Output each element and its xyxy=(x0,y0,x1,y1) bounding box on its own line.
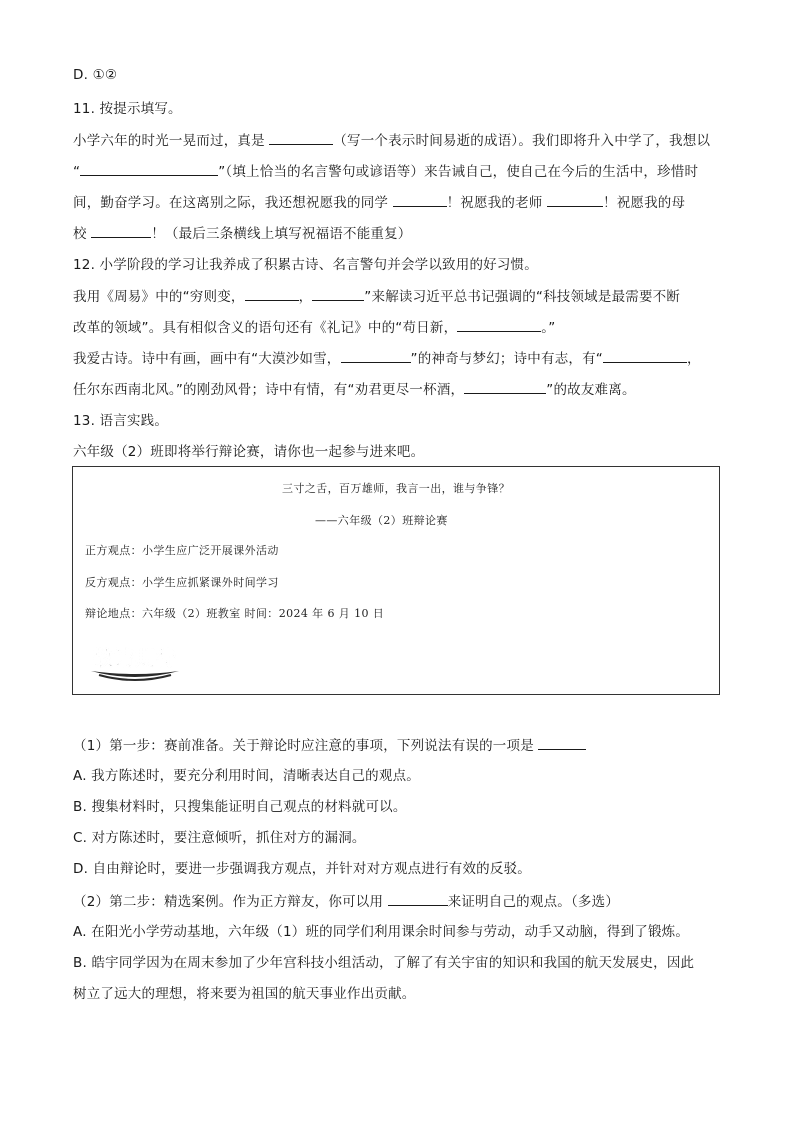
answer-blank[interactable] xyxy=(393,193,447,207)
option-d-prev: D. ①② xyxy=(73,67,118,83)
answer-blank[interactable] xyxy=(547,193,603,207)
debate-poster xyxy=(72,466,720,695)
step2-option-b: B. 皓宇同学因为在周末参加了少年宫科技小组活动，了解了有关宇宙的知识和我国的航天发展史，因此 xyxy=(73,955,695,971)
step2-option-a: A. 在阳光小学劳动基地，六年级（1）班的同学们利用课余时间参与劳动，动手又动脑，得到了锻炼。 xyxy=(73,924,690,940)
q11-line-2: “ ”（填上恰当的名言警句或谚语等）来告诫自己，使自己在今后的生活中，珍惜时 xyxy=(73,164,699,180)
answer-blank[interactable] xyxy=(388,892,448,906)
stamp-text: 敬请期待 xyxy=(93,646,177,670)
answer-blank[interactable] xyxy=(341,349,411,363)
answer-blank[interactable] xyxy=(538,736,586,750)
q13-step2: （2）第二步：精选案例。作为正方辩友，你可以用 来证明自己的观点。（多选） xyxy=(73,894,620,910)
answer-blank[interactable] xyxy=(91,224,151,238)
q11-line-3: 间，勤奋学习。在这离别之际，我还想祝愿我的同学 ！祝愿我的老师 ！祝愿我的母 xyxy=(73,195,686,211)
poster-slogan: 三寸之舌，百万雄师，我言一出，谁与争锋？ xyxy=(282,482,510,495)
q11-line-1: 小学六年的时光一晃而过，真是 （写一个表示时间易逝的成语）。我们即将升入中学了，我想以 xyxy=(73,133,711,149)
q11-line-4: 校 ！（最后三条横线上填写祝福语不能重复） xyxy=(73,226,412,242)
step1-option-d: D. 自由辩论时，要进一步强调我方观点，并针对对方观点进行有效的反驳。 xyxy=(73,861,531,877)
question-11-title: 11. 按提示填写。 xyxy=(73,101,182,117)
q13-intro: 六年级（2）班即将举行辩论赛，请你也一起参与进来吧。 xyxy=(73,444,425,460)
poster-affirmative: 正方观点：小学生应广泛开展课外活动 xyxy=(85,544,279,557)
answer-blank[interactable] xyxy=(269,131,333,145)
poster-subtitle: ——六年级（2）班辩论赛 xyxy=(315,514,448,527)
answer-blank[interactable] xyxy=(457,318,541,332)
q12-line-1: 我用《周易》中的“穷则变， ， ”来解读习近平总书记强调的“科技领域是最需要不断 xyxy=(73,289,681,305)
answer-blank[interactable] xyxy=(80,162,218,176)
answer-blank[interactable] xyxy=(312,287,364,301)
step2-option-b-cont: 树立了远大的理想，将来要为祖国的航天事业作出贡献。 xyxy=(73,986,416,1002)
q12-line-4: 任尔东西南北风。”的刚劲风骨；诗中有情，有“劝君更尽一杯酒， ”的故友难离。 xyxy=(73,382,636,398)
q12-line-3: 我爱古诗。诗中有画，画中有“大漠沙如雪， ”的神奇与梦幻；诗中有志，有“ ， xyxy=(73,351,701,367)
poster-venue: 辩论地点：六年级（2）班教室 时间：2024 年 6 月 10 日 xyxy=(85,607,385,620)
step1-option-b: B. 搜集材料时，只搜集能证明自己观点的材料就可以。 xyxy=(73,799,407,815)
q12-line-2: 改革的领域”。具有相似含义的语句还有《礼记》中的“苟日新， 。” xyxy=(73,320,556,336)
q13-step1: （1）第一步：赛前准备。关于辩论时应注意的事项，下列说法有误的一项是 xyxy=(73,736,586,755)
step1-option-c: C. 对方陈述时，要注意倾听，抓住对方的漏洞。 xyxy=(73,830,366,846)
poster-negative: 反方观点：小学生应抓紧课外时间学习 xyxy=(85,576,279,589)
question-13-title: 13. 语言实践。 xyxy=(73,413,169,429)
answer-blank[interactable] xyxy=(245,287,299,301)
answer-blank[interactable] xyxy=(464,380,546,394)
step1-option-a: A. 我方陈述时，要充分利用时间，清晰表达自己的观点。 xyxy=(73,768,420,784)
answer-blank[interactable] xyxy=(603,349,687,363)
question-12-title: 12. 小学阶段的学习让我养成了积累古诗、名言警句并会学以致用的好习惯。 xyxy=(73,257,538,273)
stay-tuned-stamp xyxy=(85,641,185,683)
